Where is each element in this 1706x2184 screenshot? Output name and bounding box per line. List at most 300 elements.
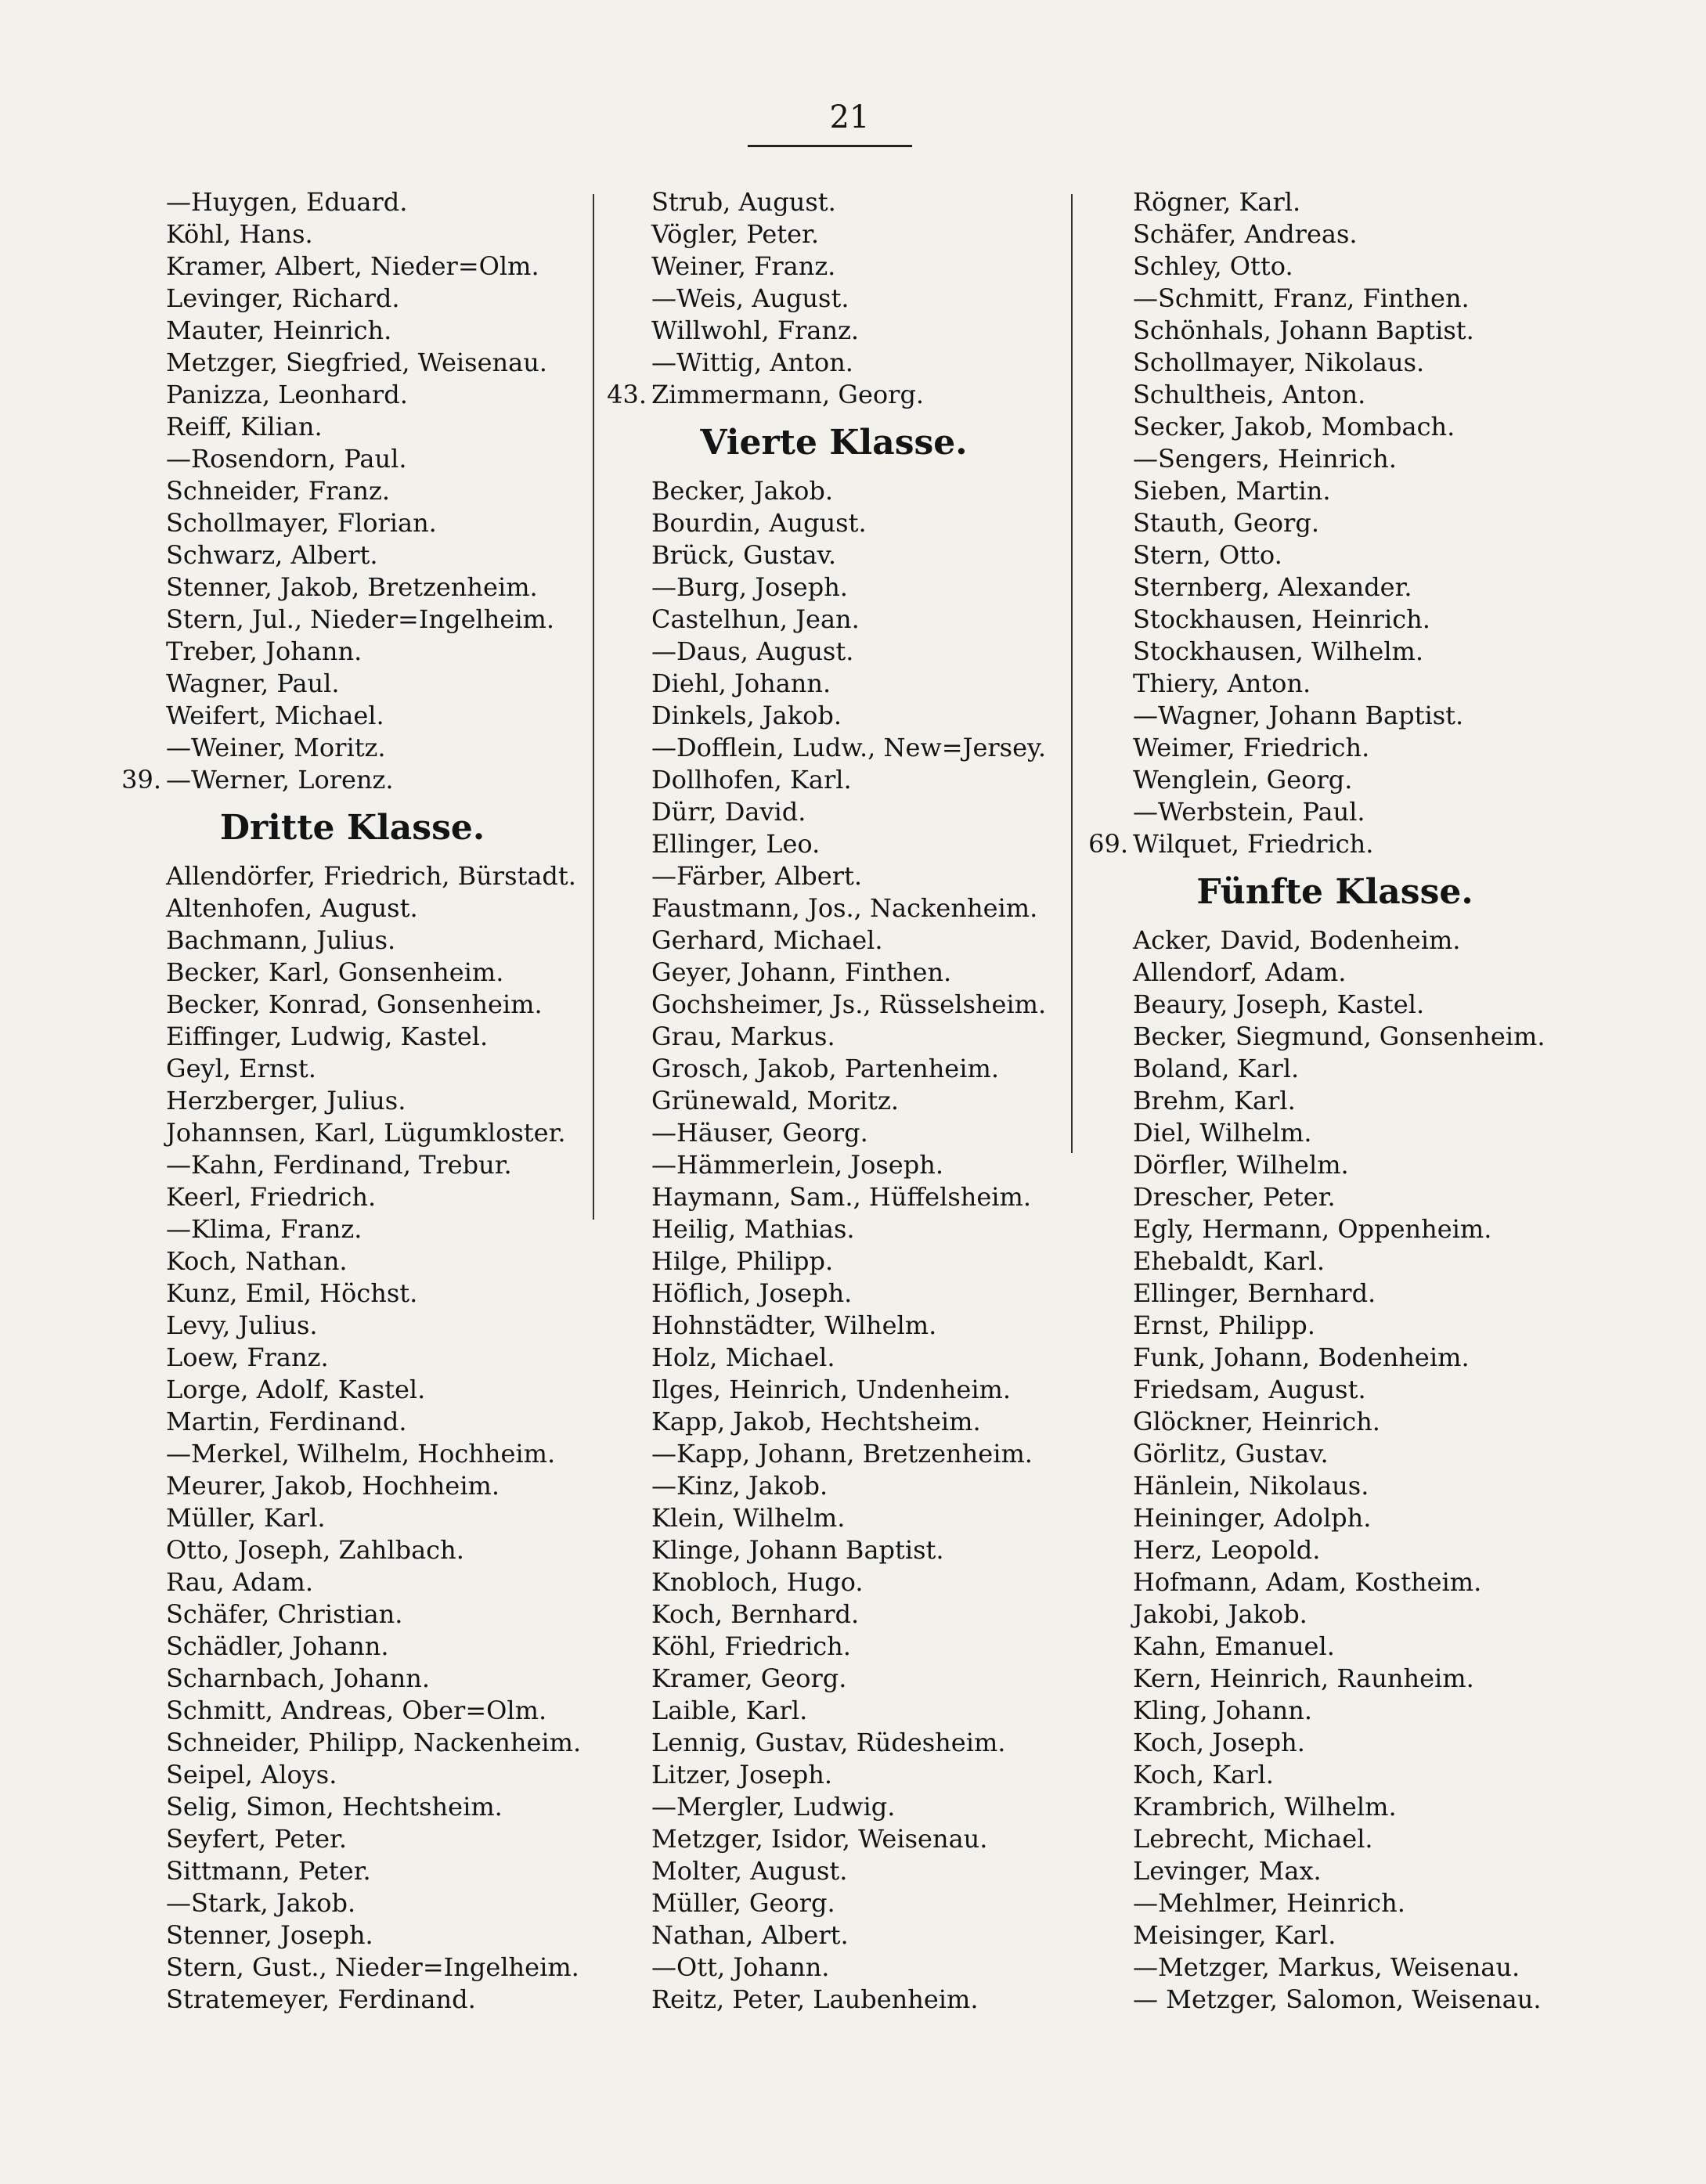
student-name: —Metzger, Markus, Weisenau. — [1133, 1952, 1520, 1982]
student-name: Schwarz, Albert. — [166, 540, 378, 570]
student-name: Schmitt, Andreas, Ober=Olm. — [166, 1696, 547, 1725]
student-entry — [603, 957, 1065, 989]
student-name: Diehl, Johann. — [651, 669, 831, 698]
student-name: Ilges, Heinrich, Undenheim. — [651, 1375, 1012, 1404]
student-entry — [1084, 218, 1585, 250]
student-entry — [117, 732, 587, 764]
student-entry — [1084, 1021, 1585, 1053]
student-entry — [117, 1149, 587, 1181]
student-entry — [603, 1598, 1065, 1631]
student-name: Otto, Joseph, Zahlbach. — [166, 1535, 464, 1565]
student-entry — [117, 411, 587, 443]
student-entry — [1084, 1213, 1585, 1245]
student-entry — [117, 475, 587, 507]
student-entry — [117, 1823, 587, 1855]
student-entry — [603, 571, 1065, 604]
student-name: Schollmayer, Nikolaus. — [1133, 348, 1425, 377]
student-name: Holz, Michael. — [651, 1342, 835, 1372]
student-name: Selig, Simon, Hechtsheim. — [166, 1792, 503, 1822]
student-name: Johannsen, Karl, Lügumkloster. — [166, 1118, 566, 1148]
student-name: Boland, Karl. — [1133, 1054, 1300, 1083]
student-name: Lebrecht, Michael. — [1133, 1824, 1373, 1854]
student-entry — [1084, 1695, 1585, 1727]
student-entry — [117, 1278, 587, 1310]
student-entry — [117, 1374, 587, 1406]
student-entry — [603, 1213, 1065, 1245]
student-entry — [1084, 1663, 1585, 1695]
student-name: Lorge, Adolf, Kastel. — [166, 1375, 426, 1404]
student-name: Hilge, Philipp. — [651, 1246, 834, 1276]
student-name: Geyl, Ernst. — [166, 1054, 316, 1083]
student-name: Heininger, Adolph. — [1133, 1503, 1372, 1533]
student-name: Görlitz, Gustav. — [1133, 1439, 1329, 1469]
student-entry — [1084, 1149, 1585, 1181]
student-name: Ellinger, Leo. — [651, 829, 821, 859]
student-name: Levinger, Max. — [1133, 1856, 1322, 1886]
student-entry — [1084, 1598, 1585, 1631]
student-name: Sittmann, Peter. — [166, 1856, 371, 1886]
student-entry — [117, 218, 587, 250]
student-entry — [117, 1245, 587, 1278]
student-name: Kern, Heinrich, Raunheim. — [1133, 1663, 1474, 1693]
student-entry — [1084, 1278, 1585, 1310]
student-name: Reitz, Peter, Laubenheim. — [651, 1984, 979, 2014]
student-name: Rögner, Karl. — [1133, 187, 1301, 217]
student-entry — [117, 892, 587, 924]
student-name: Stern, Gust., Nieder=Ingelheim. — [166, 1952, 579, 1982]
student-name: Klein, Wilhelm. — [651, 1503, 846, 1533]
student-entry — [603, 315, 1065, 347]
student-entry — [1084, 1117, 1585, 1149]
student-entry — [117, 1952, 587, 1984]
student-name: Hofmann, Adam, Kostheim. — [1133, 1567, 1482, 1597]
student-name: Stockhausen, Wilhelm. — [1133, 636, 1424, 666]
student-entry — [603, 283, 1065, 315]
student-entry — [1084, 1566, 1585, 1598]
student-entry — [1084, 443, 1585, 475]
total-count: 39. — [121, 765, 161, 795]
student-entry — [603, 764, 1065, 796]
student-entry — [1084, 475, 1585, 507]
student-name: Stern, Otto. — [1133, 540, 1282, 570]
student-name: Kapp, Jakob, Hechtsheim. — [651, 1407, 981, 1436]
student-entry — [603, 732, 1065, 764]
student-entry — [1084, 571, 1585, 604]
student-entry — [603, 1149, 1065, 1181]
student-entry — [1084, 700, 1585, 732]
student-entry — [603, 1085, 1065, 1117]
page-number: 21 — [829, 99, 870, 135]
student-entry — [117, 1181, 587, 1213]
student-entry — [603, 1374, 1065, 1406]
student-name: Scharnbach, Johann. — [166, 1663, 431, 1693]
student-entry — [1084, 507, 1585, 539]
student-entry — [603, 604, 1065, 636]
student-name: Herzberger, Julius. — [166, 1086, 406, 1115]
student-name: Egly, Hermann, Oppenheim. — [1133, 1214, 1492, 1244]
student-entry — [117, 1470, 587, 1502]
student-entry — [117, 1342, 587, 1374]
student-name: Weifert, Michael. — [166, 701, 384, 730]
student-name: Schneider, Franz. — [166, 476, 390, 506]
student-entry — [117, 1534, 587, 1566]
student-name: Kramer, Albert, Nieder=Olm. — [166, 251, 539, 281]
student-name: Levinger, Richard. — [166, 283, 400, 313]
student-name: Beaury, Joseph, Kastel. — [1133, 989, 1425, 1019]
student-name: Litzer, Joseph. — [651, 1760, 832, 1789]
student-name: Koch, Karl. — [1133, 1760, 1274, 1789]
student-name: Hohnstädter, Wilhelm. — [651, 1310, 937, 1340]
student-name: Stratemeyer, Ferdinand. — [166, 1984, 476, 2014]
student-entry — [1084, 1919, 1585, 1952]
student-name: Jakobi, Jakob. — [1133, 1599, 1307, 1629]
student-name: —Kahn, Ferdinand, Trebur. — [166, 1150, 512, 1180]
student-entry — [603, 796, 1065, 828]
student-entry — [603, 892, 1065, 924]
student-entry — [117, 604, 587, 636]
student-name: Keerl, Friedrich. — [166, 1182, 377, 1212]
student-name: Gerhard, Michael. — [651, 925, 883, 955]
student-entry — [1084, 957, 1585, 989]
student-entry — [603, 218, 1065, 250]
student-name: Kunz, Emil, Höchst. — [166, 1278, 418, 1308]
student-name: —Burg, Joseph. — [651, 572, 848, 602]
student-name: Dinkels, Jakob. — [651, 701, 842, 730]
student-name: —Wagner, Johann Baptist. — [1133, 701, 1464, 730]
student-entry — [117, 1759, 587, 1791]
student-entry — [117, 1566, 587, 1598]
student-name: —Huygen, Eduard. — [166, 187, 408, 217]
student-name: Thiery, Anton. — [1133, 669, 1311, 698]
student-name: Eiffinger, Ludwig, Kastel. — [166, 1022, 489, 1051]
student-entry — [117, 700, 587, 732]
student-name: Seyfert, Peter. — [166, 1824, 347, 1854]
student-entry — [603, 1759, 1065, 1791]
page-number-rule — [748, 145, 912, 147]
student-name: Köhl, Hans. — [166, 219, 313, 249]
student-entry — [603, 636, 1065, 668]
student-name: Becker, Siegmund, Gonsenheim. — [1133, 1022, 1545, 1051]
student-entry — [603, 1727, 1065, 1759]
student-name: Lennig, Gustav, Rüdesheim. — [651, 1728, 1006, 1757]
student-entry — [1084, 764, 1585, 796]
student-entry — [603, 475, 1065, 507]
student-name: Brück, Gustav. — [651, 540, 837, 570]
student-name: —Wittig, Anton. — [651, 348, 853, 377]
student-entry — [117, 283, 587, 315]
student-name: —Mehlmer, Heinrich. — [1133, 1888, 1405, 1918]
student-name: —Rosendorn, Paul. — [166, 444, 407, 474]
student-name: Knobloch, Hugo. — [651, 1567, 864, 1597]
student-entry — [1084, 1053, 1585, 1085]
student-name: Müller, Georg. — [651, 1888, 835, 1918]
student-entry — [603, 1245, 1065, 1278]
student-entry — [1084, 636, 1585, 668]
student-entry — [603, 539, 1065, 571]
student-entry — [117, 539, 587, 571]
student-name: —Werner, Lorenz. — [166, 765, 394, 795]
student-name: —Sengers, Heinrich. — [1133, 444, 1397, 474]
student-name: Weimer, Friedrich. — [1133, 733, 1370, 762]
student-entry — [117, 989, 587, 1021]
student-entry — [603, 186, 1065, 218]
student-name: Strub, August. — [651, 187, 836, 217]
student-entry — [117, 1085, 587, 1117]
student-name: Glöckner, Heinrich. — [1133, 1407, 1380, 1436]
student-name: Koch, Bernhard. — [651, 1599, 860, 1629]
student-entry — [603, 1342, 1065, 1374]
student-entry — [1084, 604, 1585, 636]
student-entry — [1084, 1534, 1585, 1566]
student-name: Allendorf, Adam. — [1133, 957, 1347, 987]
student-entry — [117, 1631, 587, 1663]
student-name: Stauth, Georg. — [1133, 508, 1319, 538]
student-name: Dollhofen, Karl. — [651, 765, 852, 795]
student-entry — [117, 1502, 587, 1534]
student-entry — [603, 989, 1065, 1021]
student-entry — [1084, 989, 1585, 1021]
student-entry — [117, 1663, 587, 1695]
student-entry — [117, 924, 587, 957]
student-name: Koch, Nathan. — [166, 1246, 348, 1276]
student-name: Köhl, Friedrich. — [651, 1631, 851, 1661]
student-entry — [603, 1952, 1065, 1984]
student-name: Sieben, Martin. — [1133, 476, 1331, 506]
student-entry — [117, 1406, 587, 1438]
student-name: —Häuser, Georg. — [651, 1118, 868, 1148]
student-name: —Schmitt, Franz, Finthen. — [1133, 283, 1470, 313]
student-name: —Weiner, Moritz. — [166, 733, 386, 762]
student-name: Acker, David, Bodenheim. — [1133, 925, 1461, 955]
student-name: Allendörfer, Friedrich, Bürstadt. — [166, 861, 576, 891]
student-name: —Weis, August. — [651, 283, 849, 313]
student-name: Sternberg, Alexander. — [1133, 572, 1412, 602]
student-entry — [1084, 1438, 1585, 1470]
student-entry — [1084, 1310, 1585, 1342]
student-name: Schönhals, Johann Baptist. — [1133, 315, 1474, 345]
student-name: Martin, Ferdinand. — [166, 1407, 407, 1436]
student-name: Herz, Leopold. — [1133, 1535, 1321, 1565]
student-name: Nathan, Albert. — [651, 1920, 849, 1950]
student-entry — [117, 186, 587, 218]
student-name: Kramer, Georg. — [651, 1663, 847, 1693]
student-name: Krambrich, Wilhelm. — [1133, 1792, 1397, 1822]
column-divider — [1071, 194, 1073, 1153]
student-name: Hänlein, Nikolaus. — [1133, 1471, 1369, 1501]
student-entry — [603, 1823, 1065, 1855]
student-entry — [1084, 250, 1585, 283]
student-name: Vögler, Peter. — [651, 219, 819, 249]
student-entry — [603, 668, 1065, 700]
student-entry — [117, 1919, 587, 1952]
student-entry — [1084, 1470, 1585, 1502]
student-name: Kling, Johann. — [1133, 1696, 1312, 1725]
student-entry — [1084, 796, 1585, 828]
student-name: Zimmermann, Georg. — [651, 380, 925, 409]
student-entry — [1084, 1181, 1585, 1213]
student-name: Schley, Otto. — [1133, 251, 1293, 281]
student-name: Panizza, Leonhard. — [166, 380, 408, 409]
student-entry — [117, 1791, 587, 1823]
student-name: Seipel, Aloys. — [166, 1760, 337, 1789]
student-name: Mauter, Heinrich. — [166, 315, 392, 345]
student-entry — [603, 1470, 1065, 1502]
student-entry — [117, 1887, 587, 1919]
student-name: Schäfer, Andreas. — [1133, 219, 1358, 249]
student-entry — [603, 1310, 1065, 1342]
student-name: Schneider, Philipp, Nackenheim. — [166, 1728, 582, 1757]
student-entry — [117, 1213, 587, 1245]
student-name: —Kapp, Johann, Bretzenheim. — [651, 1439, 1033, 1469]
student-entry — [117, 636, 587, 668]
student-entry — [1084, 1727, 1585, 1759]
class-heading: Fünfte Klasse. — [1196, 872, 1473, 912]
student-name: Haymann, Sam., Hüffelsheim. — [651, 1182, 1032, 1212]
student-entry — [1084, 1759, 1585, 1791]
student-entry — [1084, 1855, 1585, 1887]
student-name: Schultheis, Anton. — [1133, 380, 1366, 409]
class-heading: Vierte Klasse. — [700, 423, 968, 463]
student-name: Molter, August. — [651, 1856, 848, 1886]
student-entry — [603, 860, 1065, 892]
student-name: Altenhofen, August. — [166, 893, 418, 923]
student-name: Bachmann, Julius. — [166, 925, 396, 955]
student-name: —Werbstein, Paul. — [1133, 797, 1365, 827]
student-entry — [1084, 1887, 1585, 1919]
student-name: Ehebaldt, Karl. — [1133, 1246, 1325, 1276]
student-entry — [603, 1855, 1065, 1887]
student-entry — [1084, 1631, 1585, 1663]
student-name: Klinge, Johann Baptist. — [651, 1535, 944, 1565]
student-entry — [1084, 1342, 1585, 1374]
student-entry — [1084, 1406, 1585, 1438]
student-entry — [1084, 1984, 1585, 2016]
student-entry — [117, 507, 587, 539]
student-name: Funk, Johann, Bodenheim. — [1133, 1342, 1470, 1372]
student-entry — [1084, 1085, 1585, 1117]
student-name: Grau, Markus. — [651, 1022, 835, 1051]
student-entry — [117, 571, 587, 604]
student-entry — [117, 315, 587, 347]
student-entry — [603, 1117, 1065, 1149]
student-name: — Metzger, Salomon, Weisenau. — [1133, 1984, 1542, 2014]
student-entry — [117, 668, 587, 700]
student-name: Weiner, Franz. — [651, 251, 836, 281]
student-name: Wagner, Paul. — [166, 669, 340, 698]
student-name: Meurer, Jakob, Hochheim. — [166, 1471, 500, 1501]
student-entry — [1084, 732, 1585, 764]
student-entry — [117, 1984, 587, 2016]
student-name: Rau, Adam. — [166, 1567, 314, 1597]
student-entry — [1084, 1502, 1585, 1534]
student-name: Wilquet, Friedrich. — [1133, 829, 1374, 859]
student-entry — [1084, 347, 1585, 379]
student-name: Müller, Karl. — [166, 1503, 326, 1533]
student-name: Stern, Jul., Nieder=Ingelheim. — [166, 604, 555, 634]
student-entry — [1084, 283, 1585, 315]
student-name: Ellinger, Bernhard. — [1133, 1278, 1376, 1308]
student-entry — [603, 1278, 1065, 1310]
student-entry — [603, 1791, 1065, 1823]
student-entry — [117, 379, 587, 411]
student-entry — [603, 250, 1065, 283]
student-name: Becker, Konrad, Gonsenheim. — [166, 989, 543, 1019]
student-name: Stockhausen, Heinrich. — [1133, 604, 1430, 634]
total-count: 43. — [607, 380, 647, 409]
student-name: Gochsheimer, Js., Rüsselsheim. — [651, 989, 1047, 1019]
student-entry — [117, 1438, 587, 1470]
student-entry — [603, 700, 1065, 732]
student-name: —Klima, Franz. — [166, 1214, 362, 1244]
student-name: Dürr, David. — [651, 797, 806, 827]
student-entry — [1084, 1823, 1585, 1855]
student-entry — [603, 1984, 1065, 2016]
student-name: Laible, Karl. — [651, 1696, 808, 1725]
student-name: —Daus, August. — [651, 636, 854, 666]
student-name: Bourdin, August. — [651, 508, 867, 538]
student-entry — [603, 828, 1065, 860]
student-entry — [117, 1053, 587, 1085]
student-entry — [1084, 924, 1585, 957]
student-name: Willwohl, Franz. — [651, 315, 860, 345]
column-right — [1084, 186, 1585, 2016]
student-name: Grünewald, Moritz. — [651, 1086, 899, 1115]
student-name: Stenner, Joseph. — [166, 1920, 373, 1950]
column-left — [117, 186, 587, 2016]
student-entry — [117, 860, 587, 892]
student-entry — [117, 250, 587, 283]
student-entry — [603, 1887, 1065, 1919]
student-name: Loew, Franz. — [166, 1342, 329, 1372]
student-entry — [603, 1566, 1065, 1598]
student-entry — [603, 1021, 1065, 1053]
student-name: Metzger, Siegfried, Weisenau. — [166, 348, 547, 377]
student-entry — [603, 1502, 1065, 1534]
student-name: Brehm, Karl. — [1133, 1086, 1296, 1115]
student-name: Schädler, Johann. — [166, 1631, 389, 1661]
student-name: Kahn, Emanuel. — [1133, 1631, 1335, 1661]
student-name: —Mergler, Ludwig. — [651, 1792, 896, 1822]
student-entry — [117, 1310, 587, 1342]
student-entry — [1084, 1791, 1585, 1823]
student-entry — [1084, 411, 1585, 443]
student-entry — [117, 347, 587, 379]
student-entry — [117, 443, 587, 475]
student-name: Castelhun, Jean. — [651, 604, 860, 634]
column-middle — [603, 186, 1065, 2016]
student-entry — [1084, 186, 1585, 218]
student-entry — [1084, 315, 1585, 347]
student-name: Wenglein, Georg. — [1133, 765, 1353, 795]
student-name: —Färber, Albert. — [651, 861, 863, 891]
student-name: Treber, Johann. — [166, 636, 362, 666]
student-name: —Ott, Johann. — [651, 1952, 830, 1982]
student-entry — [1084, 1952, 1585, 1984]
student-entry — [117, 1598, 587, 1631]
student-name: Heilig, Mathias. — [651, 1214, 855, 1244]
student-entry — [1084, 379, 1585, 411]
student-entry — [1084, 1374, 1585, 1406]
student-entry — [1084, 1245, 1585, 1278]
student-entry — [603, 1695, 1065, 1727]
student-entry — [603, 507, 1065, 539]
student-entry — [603, 1438, 1065, 1470]
column-divider — [593, 194, 594, 1220]
student-entry — [117, 1695, 587, 1727]
student-name: Becker, Karl, Gonsenheim. — [166, 957, 504, 987]
student-name: Schäfer, Christian. — [166, 1599, 403, 1629]
student-name: —Merkel, Wilhelm, Hochheim. — [166, 1439, 556, 1469]
